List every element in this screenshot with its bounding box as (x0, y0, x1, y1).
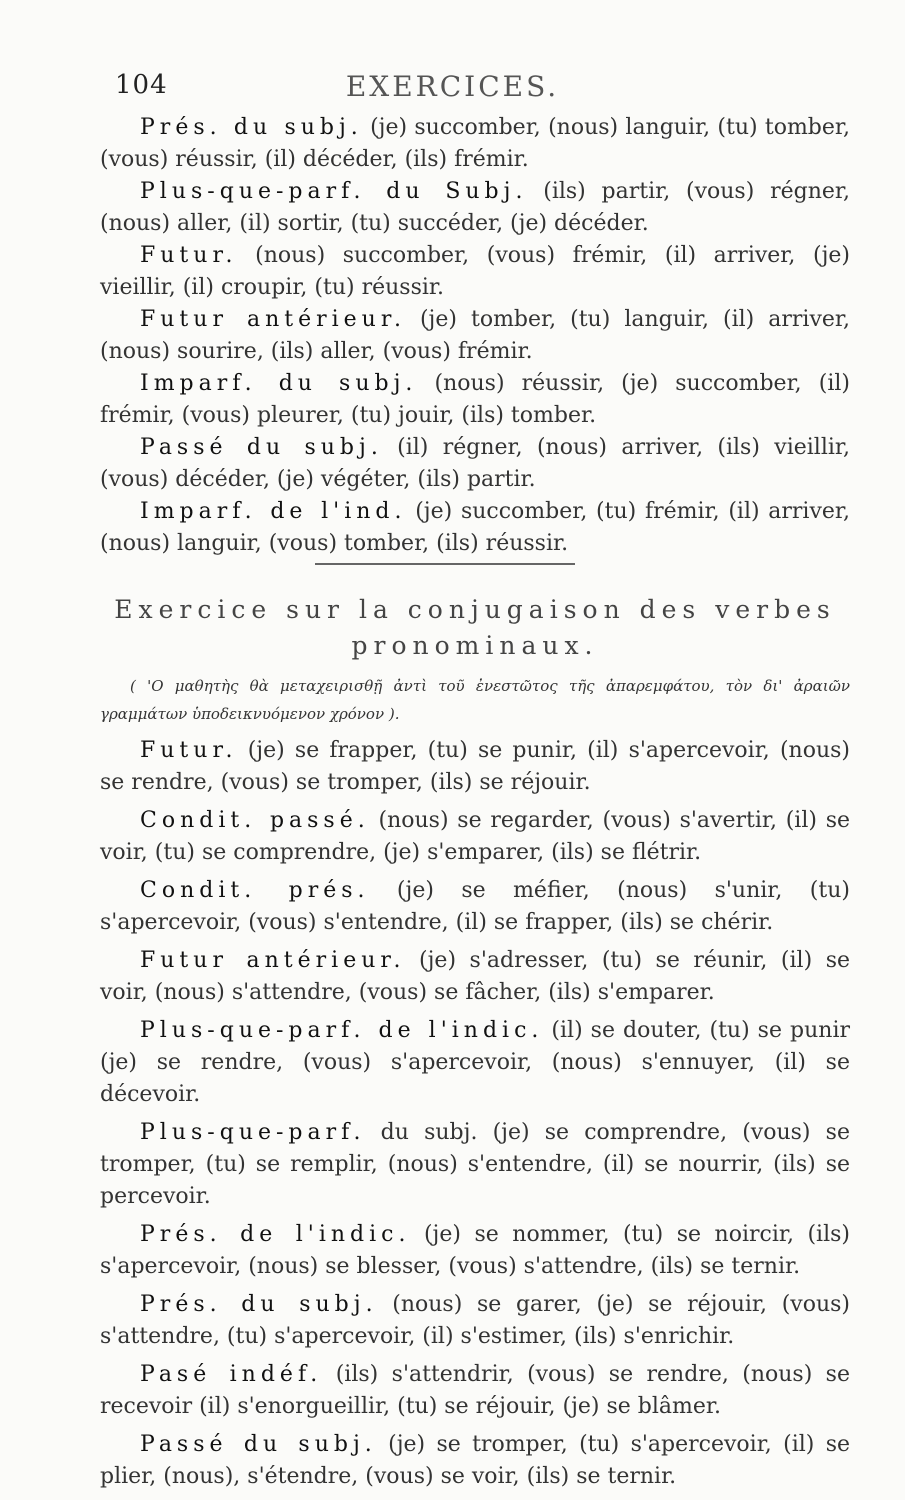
tense-label: Condit. prés. (140, 878, 370, 903)
verb-list: (nous) réussir, (je) succomber, (il) frémir, (vous) pleurer, (tu) jouir, (ils) tomber. (100, 371, 850, 428)
verb-list: (je) tomber, (tu) languir, (il) arriver, (nous) sourire, (ils) aller, (vous) frémir. (100, 307, 850, 364)
page-header (0, 70, 905, 110)
verb-list: (nous) se regarder, (vous) s'avertir, (il) se voir, (tu) se comprendre, (je) s'emparer, (ils) se flétrir. (100, 808, 850, 865)
verb-list: (il) se douter, (tu) se punir (je) se rendre, (vous) s'apercevoir, (nous) s'ennuyer, (il) se décevoir. (100, 1018, 850, 1107)
verb-list: (nous) succomber, (vous) frémir, (il) arriver, (je) vieillir, (il) croupir, (tu) réussir. (100, 243, 850, 300)
tense-label: Pasé indéf. (140, 1362, 323, 1387)
verb-list: (je) se frapper, (tu) se punir, (il) s'apercevoir, (nous) se rendre, (vous) se tromper, (ils) se réjouir. (100, 738, 850, 795)
tense-label: Plus-que-parf. de l'indic. (140, 1018, 544, 1043)
tense-label: Condit. passé. (140, 808, 370, 833)
exercise-paragraph (100, 240, 850, 304)
verb-list: (ils) s'attendrir, (vous) se rendre, (nous) se recevoir (il) s'enorgueillir, (tu) se réjouir, (je) se blâmer. (100, 1362, 850, 1419)
verb-list: (je) succomber, (tu) frémir, (il) arriver, (nous) languir, (vous) tomber, (ils) réussir. (100, 499, 850, 556)
exercise-paragraph (100, 1429, 850, 1493)
section-divider (315, 563, 575, 565)
exercise-paragraph (100, 112, 850, 176)
verb-list: du subj. (je) se comprendre, (vous) se tromper, (tu) se remplir, (nous) s'entendre, (il) se nourrir, (ils) se percevoir. (100, 1120, 850, 1209)
tense-label: Prés. du subj. (140, 1292, 378, 1317)
page-number: 104 (115, 70, 168, 100)
tense-label: Plus-que-parf. (140, 1120, 366, 1145)
exercise-paragraph (100, 496, 850, 560)
running-title: EXERCICES. (345, 70, 560, 103)
greek-instruction: ( 'Ο μαθητὴς θὰ μεταχειρισθῇ ἀντὶ τοῦ ἐνεστῶτος τῆς ἀπαρεμφάτου, τὸν δι' ἀραιῶν γραμμάτων ὑποδεικνυόμενον χρόνον ). (100, 677, 850, 723)
verb-list: (je) se méfier, (nous) s'unir, (tu) s'apercevoir, (vous) s'entendre, (il) se frapper, (ils) se chérir. (100, 878, 850, 935)
tense-label: Passé du subj. (140, 1432, 377, 1457)
verb-list: (il) régner, (nous) arriver, (ils) vieillir, (vous) décéder, (je) végéter, (ils) partir. (100, 435, 850, 492)
tense-label: Futur antérieur. (140, 948, 406, 973)
exercise-block-1 (100, 112, 850, 560)
tense-label: Futur antérieur. (140, 307, 406, 332)
exercise-title-line-2: pronominaux. (351, 631, 599, 660)
exercise-paragraph (100, 432, 850, 496)
exercise-paragraph (100, 945, 850, 1009)
tense-label: Prés. de l'indic. (140, 1222, 411, 1247)
verb-list: (je) succomber, (nous) languir, (tu) tomber, (vous) réussir, (il) décéder, (ils) frémir. (100, 115, 850, 172)
verb-list: (nous) se garer, (je) se réjouir, (vous) s'attendre, (tu) s'apercevoir, (il) s'estimer, (ils) s'enrichir. (100, 1292, 850, 1349)
exercise-paragraph (100, 1015, 850, 1111)
exercise-paragraph (100, 875, 850, 939)
exercise-paragraph (100, 1117, 850, 1213)
tense-label: Prés. du subj. (140, 115, 363, 140)
tense-label: Imparf. de l'ind. (140, 499, 407, 524)
exercise-paragraph (100, 304, 850, 368)
exercise-paragraph (100, 368, 850, 432)
exercise-paragraph (100, 176, 850, 240)
exercise-title-line-1: Exercice sur la conjugaison des verbes (114, 595, 836, 624)
verb-list: (ils) partir, (vous) régner, (nous) aller, (il) sortir, (tu) succéder, (je) décéder. (100, 179, 850, 236)
exercise-paragraph (100, 735, 850, 799)
exercise-paragraph (100, 1219, 850, 1283)
verb-list: (je) s'adresser, (tu) se réunir, (il) se voir, (nous) s'attendre, (vous) se fâcher, (ils) s'emparer. (100, 948, 851, 1005)
exercise-paragraph (100, 1289, 850, 1353)
tense-label: Imparf. du subj. (140, 371, 418, 396)
exercise-paragraph (100, 1359, 850, 1423)
tense-label: Futur. (140, 243, 238, 268)
tense-label: Futur. (140, 738, 238, 763)
verb-list: (je) se nommer, (tu) se noircir, (ils) s'apercevoir, (nous) se blesser, (vous) s'attendre, (ils) se ternir. (100, 1222, 851, 1279)
tense-label: Passé du subj. (140, 435, 383, 460)
exercise-block-2 (100, 735, 850, 1499)
exercise-paragraph (100, 805, 850, 869)
verb-list: (je) se tromper, (tu) s'apercevoir, (il) se plier, (nous), s'étendre, (vous) se voir, (ils) se ternir. (100, 1432, 850, 1489)
exercise-title (100, 592, 850, 664)
tense-label: Plus-que-parf. du Subj. (140, 179, 528, 204)
